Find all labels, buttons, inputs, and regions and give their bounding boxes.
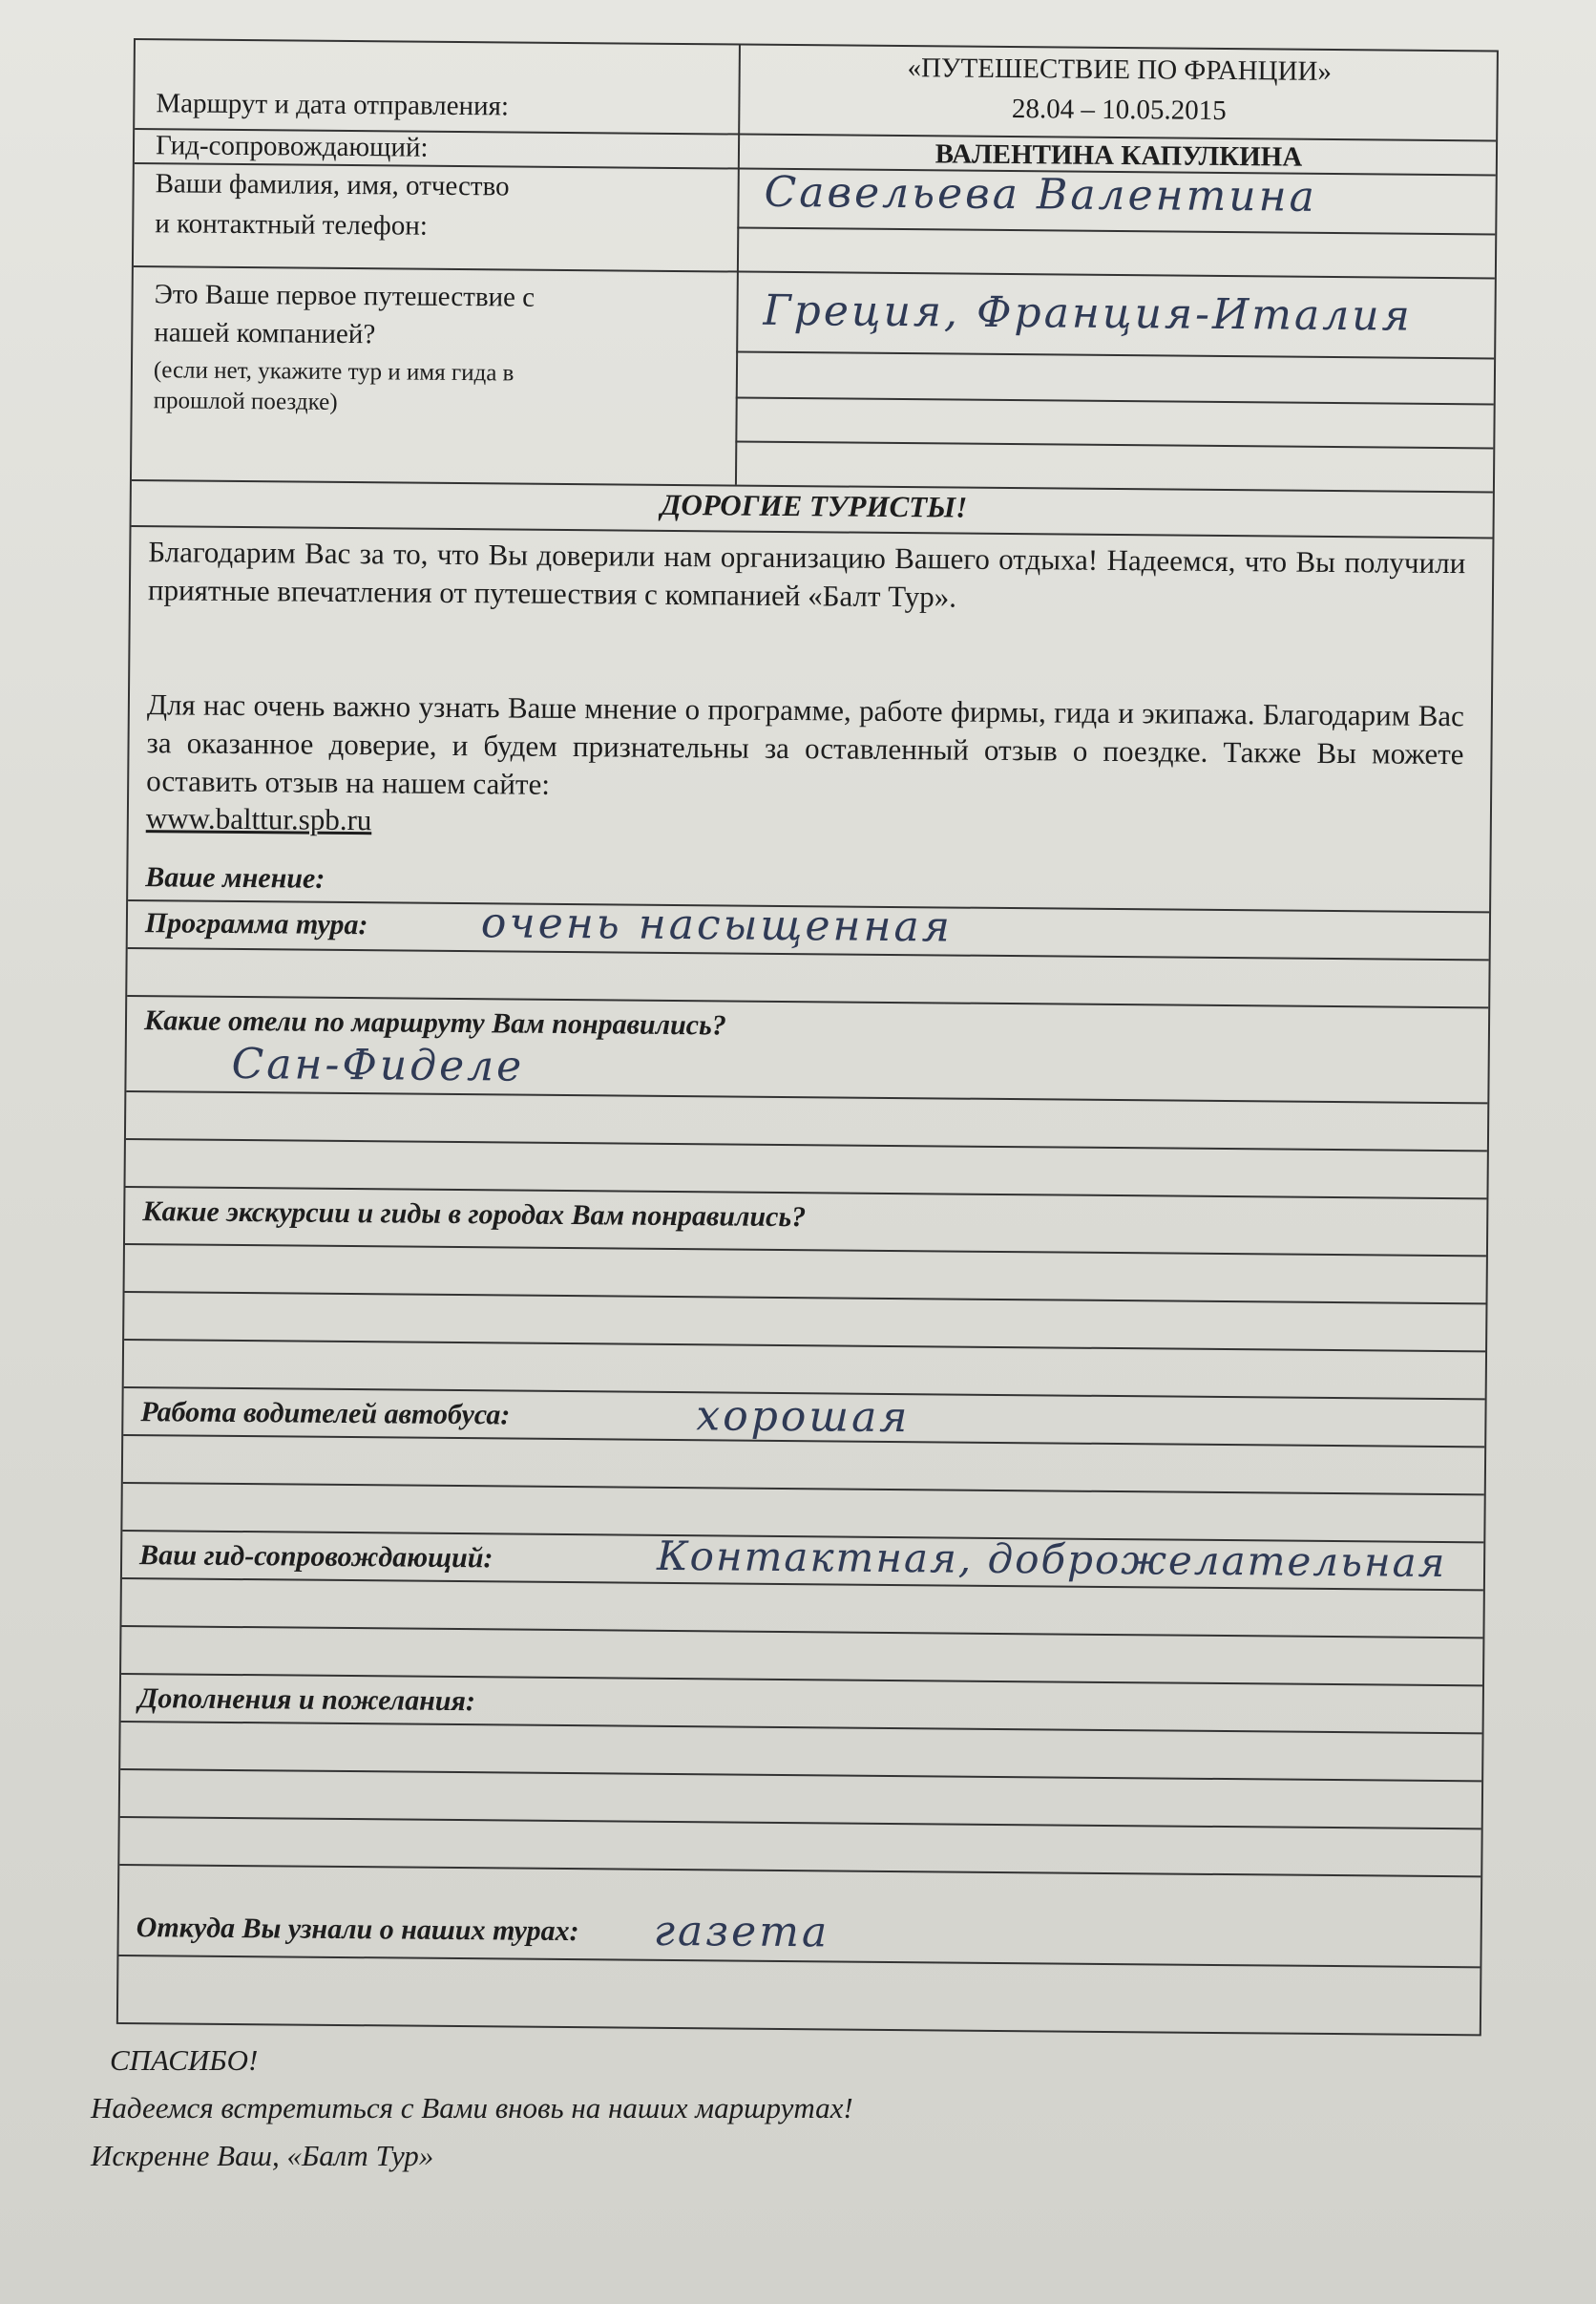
route-label: Маршрут и дата отправления: bbox=[156, 88, 510, 122]
intro-paragraph-2: Для нас очень важно узнать Ваше мнение о программе, работе фирмы, гида и экипажа. Благодарим Вас за оказанное доверие, и будем признательны за оставленный отзыв о поездке. Также Вы можете оставить отзыв на нашем сайте: bbox=[146, 687, 1465, 801]
drivers-field[interactable]: хорошая bbox=[696, 1391, 911, 1443]
intro-paragraph-1: Благодарим Вас за то, что Вы доверили нам организацию Вашего отдыха! Надеемся, что Вы получили приятные впечатления от путешествия с компанией «Балт Тур». bbox=[147, 535, 1466, 614]
source-label: Откуда Вы узнали о наших турах: bbox=[136, 1912, 579, 1948]
name-label-line1: Ваши фамилия, имя, отчество bbox=[155, 168, 510, 202]
tour-dates: 28.04 – 10.05.2015 bbox=[1011, 94, 1227, 126]
excursions-label: Какие экскурсии и гиды в городах Вам понравились? bbox=[142, 1195, 807, 1234]
name-label-line2: и контактный телефон: bbox=[155, 208, 429, 242]
opinion-heading: Ваше мнение: bbox=[145, 861, 326, 895]
guide-opinion-label: Ваш гид-сопровождающий: bbox=[138, 1539, 494, 1575]
name-field[interactable]: Савельева Валентина bbox=[764, 167, 1318, 222]
feedback-form bbox=[116, 38, 1499, 2036]
first-trip-line1: Это Ваше первое путешествие с bbox=[154, 279, 536, 313]
drivers-label: Работа водителей автобуса: bbox=[140, 1396, 511, 1431]
program-label: Программа тура: bbox=[144, 907, 368, 941]
footer-thanks: СПАСИБО! bbox=[110, 2043, 259, 2077]
site-link[interactable]: www.balttur.spb.ru bbox=[145, 801, 372, 837]
first-trip-line4: прошлой поездке) bbox=[153, 388, 338, 415]
guide-label: Гид-сопровождающий: bbox=[155, 130, 429, 163]
hotels-field[interactable]: Сан-Фиделе bbox=[231, 1039, 525, 1091]
first-trip-line2: нашей компанией? bbox=[154, 317, 376, 350]
tour-title: «ПУТЕШЕСТВИЕ ПО ФРАНЦИИ» bbox=[907, 53, 1333, 87]
footer-hope: Надеемся встретиться с Вами вновь на наших маршрутах! bbox=[91, 2091, 853, 2124]
first-trip-line3: (если нет, укажите тур и имя гида в bbox=[153, 357, 514, 387]
guide-name: ВАЛЕНТИНА КАПУЛКИНА bbox=[934, 138, 1303, 173]
program-field[interactable]: очень насыщенная bbox=[480, 898, 954, 952]
footer-signature: Искренне Ваш, «Балт Тур» bbox=[91, 2139, 434, 2172]
dear-tourists-heading: ДОРОГИЕ ТУРИСТЫ! bbox=[661, 487, 968, 524]
source-field[interactable]: газета bbox=[653, 1906, 830, 1957]
wishes-label: Дополнения и пожелания: bbox=[137, 1682, 476, 1718]
first-trip-field[interactable]: Греция, Франция-Италия bbox=[763, 285, 1413, 341]
hotels-label: Какие отели по маршруту Вам понравились? bbox=[143, 1004, 726, 1042]
guide-opinion-field[interactable]: Контактная, доброжелательная bbox=[656, 1532, 1447, 1587]
